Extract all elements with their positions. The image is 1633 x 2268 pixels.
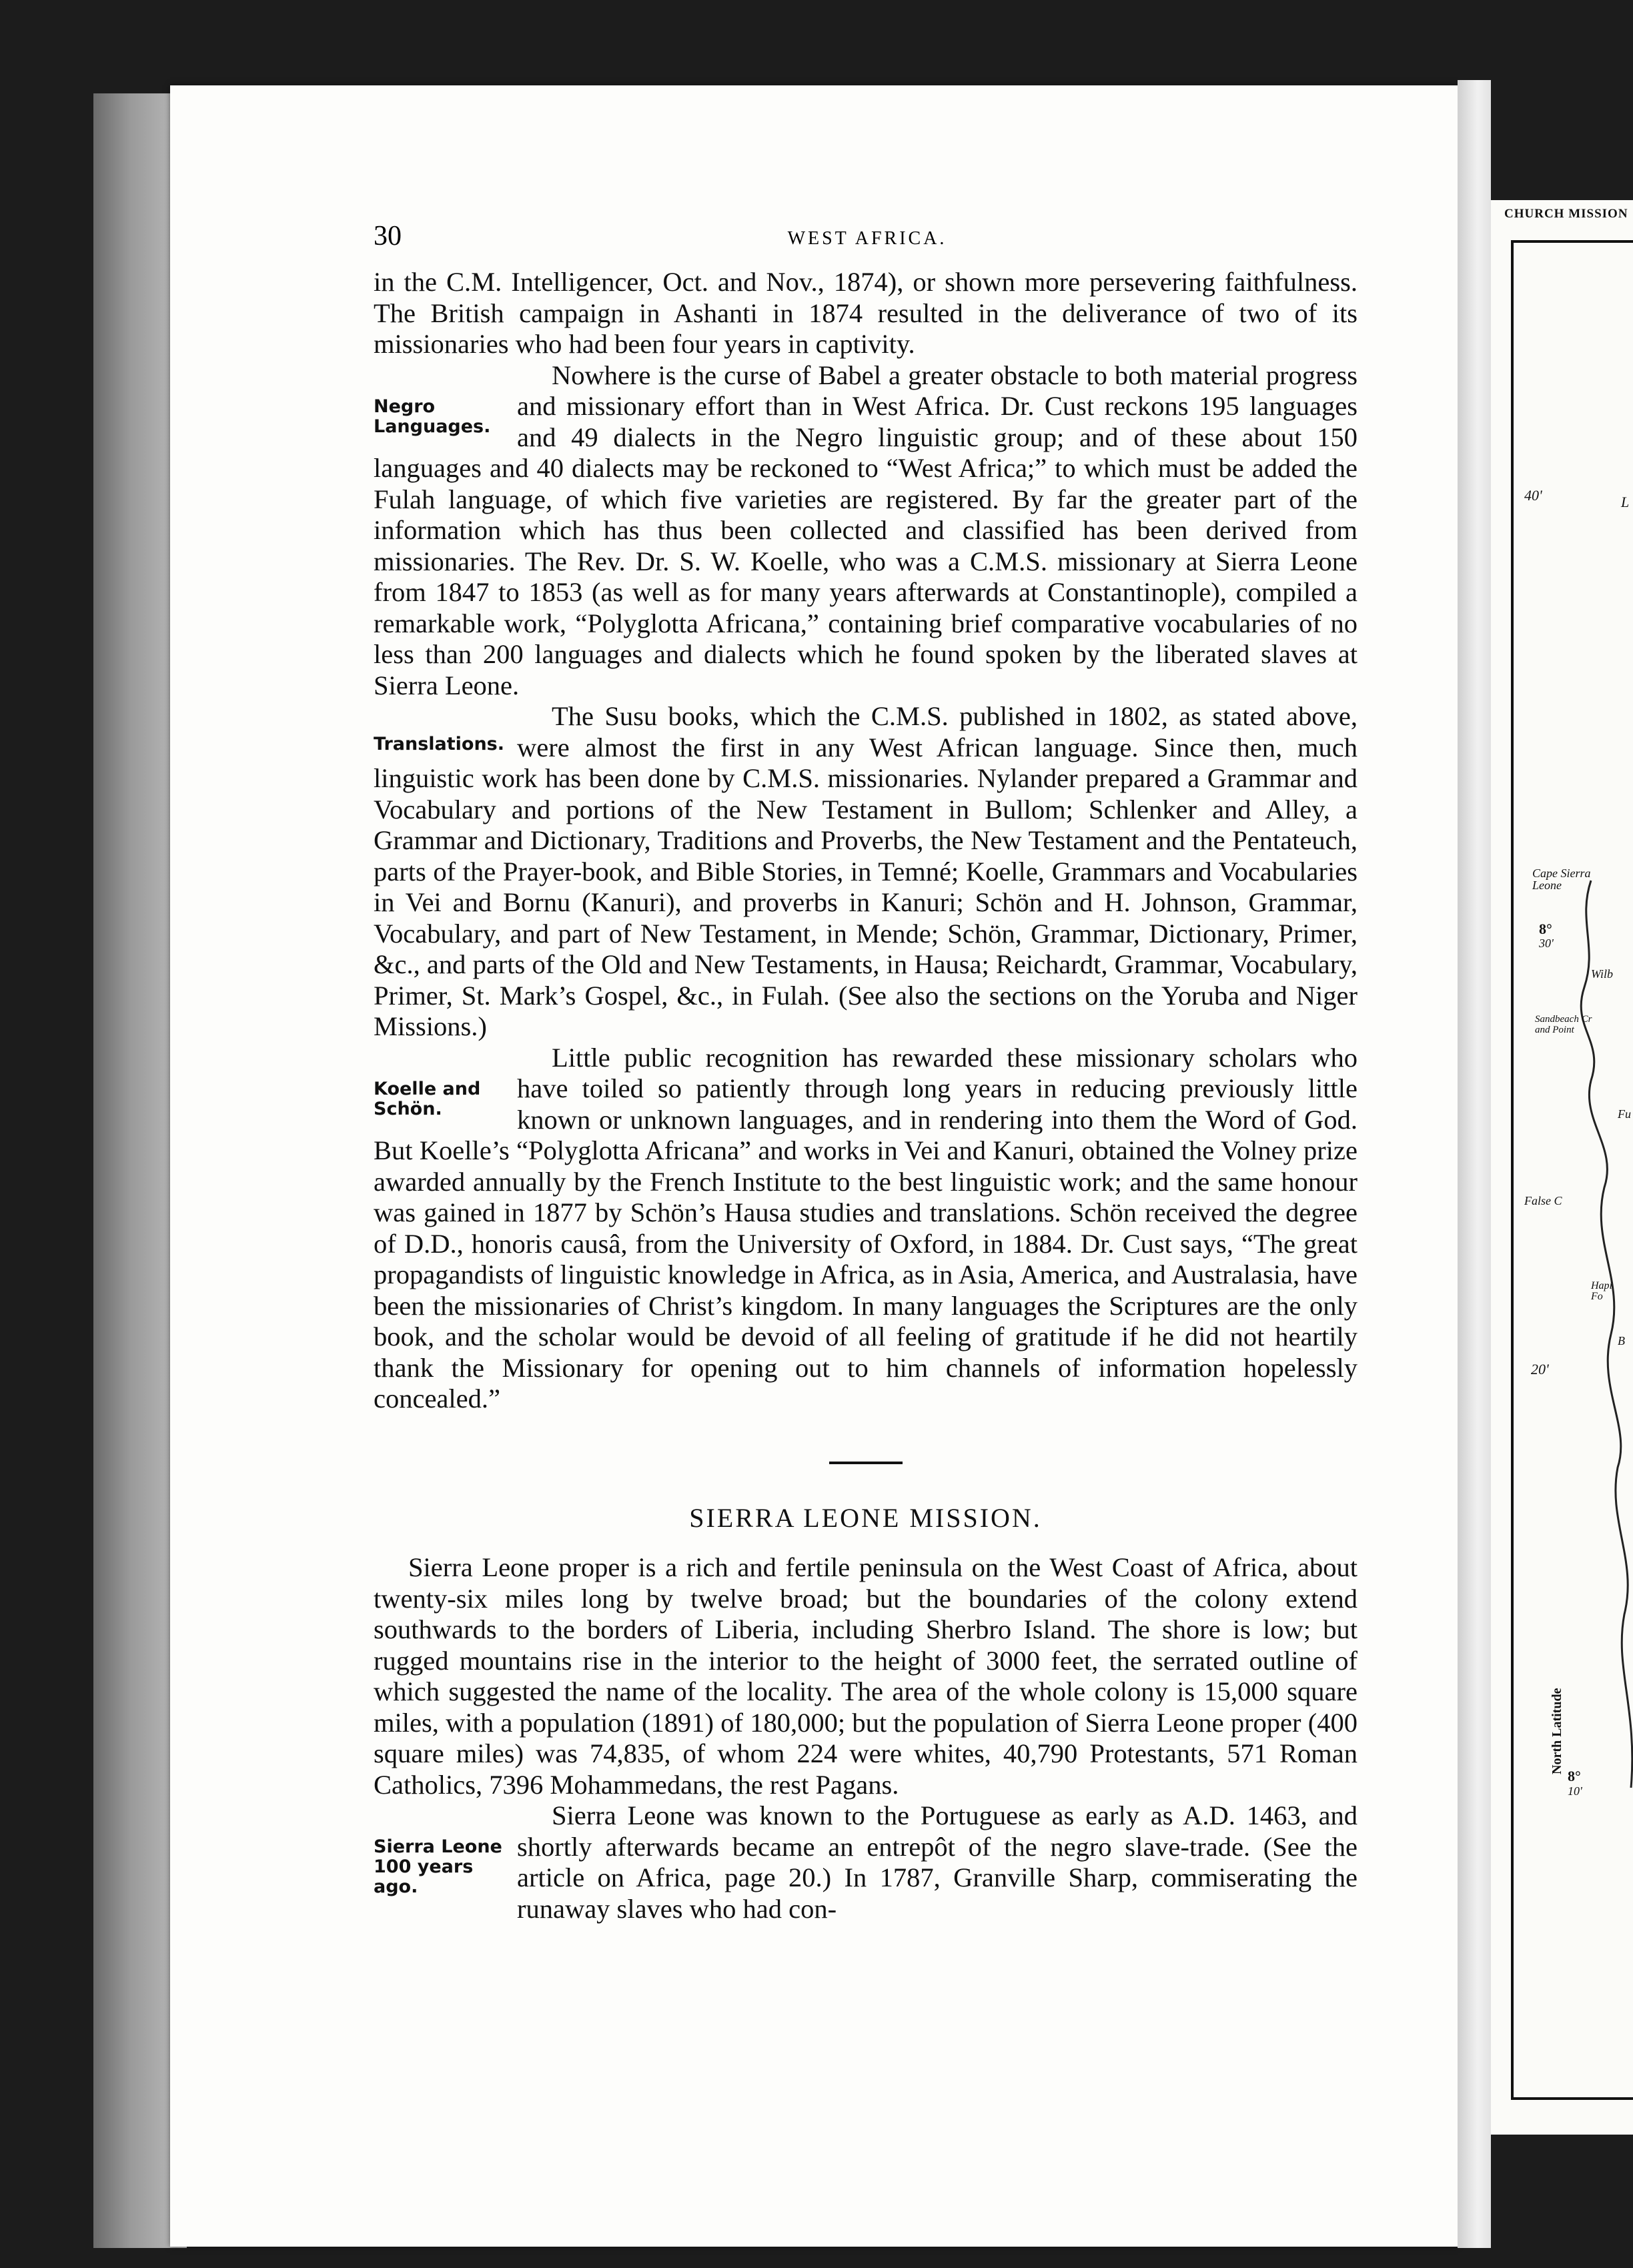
page-number: 30 <box>374 221 402 251</box>
map-label-hapi: Hapi Fo <box>1591 1280 1612 1302</box>
map-label-40: 40' <box>1524 487 1542 504</box>
running-head: WEST AFRICA. <box>787 228 947 249</box>
paragraph-3: The Susu books, which the C.M.S. published in 1802, as stated above, were almost the first in any West African language. Since then, much linguistic work has been done by C.M.S. missionaries. Nylander prepared a Grammar and Vocabulary and portions of the New Testament in Bullom; Schlenker and Alley, a Grammar and Dictionary, Traditions and Proverbs, the New Testament and the Pentateuch, parts of the Prayer-book, and Bible Stories, in Temné; Koelle, Grammars and Vocabularies in Vei and Bornu (Kanuri), and proverbs in Kanuri; Schön and H. Johnson, Grammar, Vocabulary, and part of New Testament, in Mende; Schön, Grammar, Dictionary, Primer, &c., and parts of the Old and New Testaments, in Hausa; Reichardt, Grammar, Vocabulary, Primer, St. Mark’s Gospel, &c., in Fulah. (See also the sections on the Yoruba and Niger Missions.) <box>374 701 1357 1041</box>
map-label-20: 20' <box>1531 1361 1549 1377</box>
map-label-wilb: Wilb <box>1591 967 1614 981</box>
sidenote-translations: Translations. <box>374 734 505 754</box>
map-label-8deg: 8° <box>1539 921 1552 937</box>
map-label-10: 10' <box>1568 1784 1582 1798</box>
map-label-b: B <box>1618 1334 1625 1347</box>
map-label-8deg-lower: 8° <box>1568 1768 1581 1784</box>
map-label-false-c: False C <box>1524 1194 1562 1207</box>
paragraph-1: in the C.M. Intelligencer, Oct. and Nov., 1874), or shown more persevering faithfulness. The British campaign in Ashanti in 1874 resulted in the deliverance of two of its missionaries who had been four years in captivity. <box>374 267 1357 359</box>
section-title: SIERRA LEONE MISSION. <box>689 1502 1042 1533</box>
map-label-l: L <box>1621 494 1630 510</box>
paragraph-4: Little public recognition has rewarded these missionary scholars who have toiled so patiently through long years in reducing previously little known or unknown languages, and in rendering into them the Word of God. But Koelle’s “Polyglotta Africana” and works in Vei and Kanuri, obtained the Volney prize awarded annually by the French Institute to the best linguistic work; and the same honour was gained in 1877 by Schön’s Hausa studies and translations. Schön received the degree of D.D., honoris causâ, from the University of Oxford, in 1884. Dr. Cust says, “The great propagandists of linguistic knowledge in Africa, as in Asia, America, and Australasia, have been the missionaries of Christ’s kingdom. In many languages the Scriptures are the only book, and the scholar would be devoid of all feeling of gratitude if he did not heartily thank the Missionary for opening out to him channels of information hopelessly concealed.” <box>374 1042 1357 1413</box>
map-label-cape-sierra-leone: Cape Sierra Leone <box>1532 867 1591 892</box>
map-header: CHURCH MISSION <box>1504 207 1628 221</box>
map-label-sandbeach: Sandbeach Cr and Point <box>1535 1014 1592 1035</box>
map-label-30: 30' <box>1539 937 1554 950</box>
map-axis-north-latitude: North Latitude <box>1550 1688 1564 1774</box>
sidenote-koelle-schon: Koelle and Schön. <box>374 1078 481 1119</box>
book-gutter <box>1458 80 1491 2248</box>
page-header <box>374 221 1361 251</box>
map-label-fu: Fu <box>1618 1107 1631 1121</box>
section-divider <box>829 1462 903 1464</box>
paragraph-5: Sierra Leone proper is a rich and fertile peninsula on the West Coast of Africa, about twenty-six miles long by twelve broad; but the boundaries of the colony extend southwards to the borders of Liberia, including Sherbro Island. The shore is low; but rugged mountains rise in the interior to the height of 3000 feet, the serrated outline of which suggested the name of the locality. The area of the whole colony is 15,000 square miles, with a population (1891) of 180,000; but the population of Sierra Leone proper (400 square miles) was 74,835, of whom 224 were whites, 40,790 Protestants, 571 Roman Catholics, 7396 Mohammedans, the rest Pagans. <box>374 1552 1357 1800</box>
paragraph-6: Sierra Leone was known to the Portuguese as early as A.D. 1463, and shortly afterwards became an entrepôt of the negro slave-trade. (See the article on Africa, page 20.) In 1787, Granville Sharp, commiserating the runaway slaves who had con- <box>517 1800 1357 1924</box>
facing-map-page <box>1491 200 1633 2135</box>
body-text <box>374 267 1357 1924</box>
sidenote-sierra-leone-100-years: Sierra Leone 100 years ago. <box>374 1836 502 1897</box>
sidenote-negro-languages: Negro Languages. <box>374 396 491 437</box>
paragraph-2: Nowhere is the curse of Babel a greater obstacle to both material progress and missionary effort than in West Africa. Dr. Cust reckons 195 languages and 49 dialects in the Negro linguistic group; and of these about 150 languages and 40 dialects may be reckoned to “West Africa;” to which must be added the Fulah language, of which five varieties are registered. By far the greater part of the information which has thus been collected and classified has been derived from missionaries. The Rev. Dr. S. W. Koelle, who was a C.M.S. missionary at Sierra Leone from 1847 to 1853 (as well as for many years afterwards at Constantinople), compiled a remarkable work, “Polyglotta Africana,” containing brief comparative vocabularies of no less than 200 languages and dialects which he found spoken by the liberated slaves at Sierra Leone. <box>374 360 1357 700</box>
